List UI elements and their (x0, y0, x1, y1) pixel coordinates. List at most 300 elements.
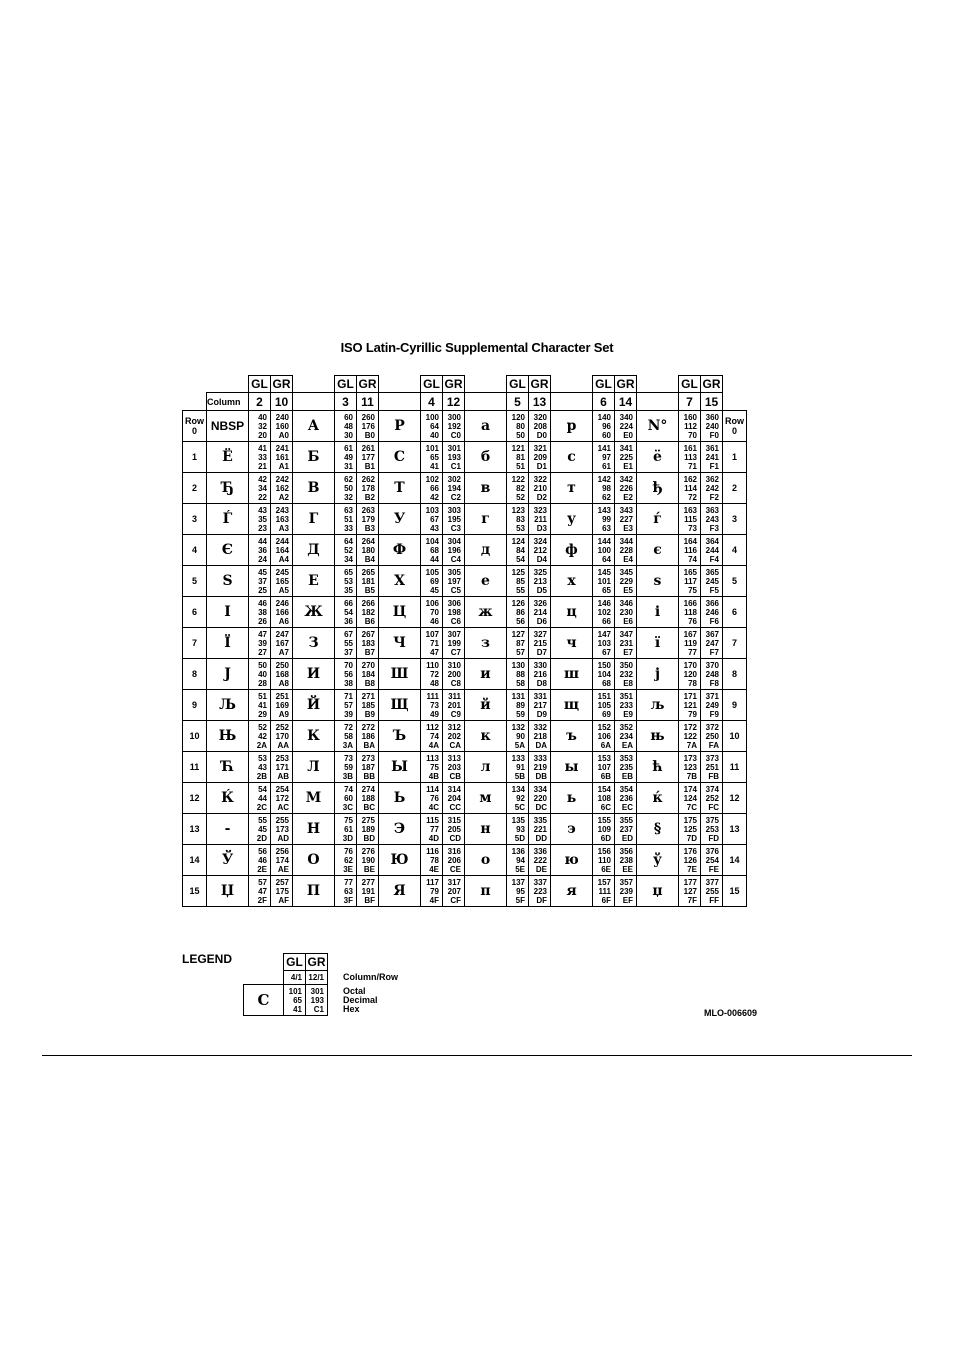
oct-value: 257 (275, 877, 289, 887)
dec-value: 198 (447, 607, 461, 617)
gr-codes (271, 659, 293, 690)
character-cell: с (551, 442, 593, 473)
gl-codes (335, 535, 357, 566)
oct-value: 315 (447, 815, 461, 825)
dec-value: 58 (344, 731, 353, 741)
oct-value: 320 (533, 412, 547, 422)
gr-codes (443, 628, 465, 659)
row-number-right: 5 (723, 566, 747, 597)
gr-codes (701, 442, 723, 473)
gr-codes (357, 659, 379, 690)
dec-value: 161 (275, 452, 289, 462)
dec-value: 208 (533, 421, 547, 431)
hex-value: 22 (258, 492, 267, 502)
oct-value: 117 (426, 877, 439, 887)
oct-value: 112 (426, 722, 439, 732)
oct-value: 267 (361, 629, 375, 639)
hex-value: CA (449, 740, 461, 750)
oct-value: 263 (361, 505, 375, 515)
dec-value: 102 (597, 607, 611, 617)
oct-value: 306 (447, 598, 461, 608)
dec-value: 187 (361, 762, 375, 772)
row-number: 11 (183, 752, 207, 783)
dec-value: 50 (344, 483, 353, 493)
character-cell: М (293, 783, 335, 814)
oct-value: 110 (426, 660, 439, 670)
corner-blank-right (723, 376, 747, 393)
dec-value: 42 (258, 731, 267, 741)
gl-codes (593, 876, 615, 907)
dec-value: 179 (361, 514, 375, 524)
row-number: 6 (183, 597, 207, 628)
oct-value: 121 (511, 443, 525, 453)
dec-value: 217 (533, 700, 547, 710)
gl-codes (335, 597, 357, 628)
dec-value: 59 (344, 762, 353, 772)
dec-value: 103 (597, 638, 611, 648)
oct-value: 304 (447, 536, 461, 546)
gr-header: GR (444, 377, 463, 391)
hex-value: C1 (450, 461, 461, 471)
gr-codes (443, 504, 465, 535)
character-cell: Н (293, 814, 335, 845)
dec-value: 88 (516, 669, 525, 679)
header-char-blank (551, 393, 593, 411)
character-cell: і (637, 597, 679, 628)
hex-value: B3 (364, 523, 375, 533)
gl-codes (421, 442, 443, 473)
dec-value: 82 (516, 483, 525, 493)
character-cell: й (465, 690, 507, 721)
oct-value: 50 (258, 660, 267, 670)
gr-codes (615, 690, 637, 721)
legend-dec-gl: 65 (293, 995, 302, 1005)
oct-value: 75 (344, 815, 353, 825)
oct-value: 343 (619, 505, 633, 515)
character-cell: Љ (207, 690, 249, 721)
oct-value: 157 (597, 877, 611, 887)
gl-codes (249, 566, 271, 597)
hex-value: 61 (602, 461, 611, 471)
oct-value: 347 (619, 629, 633, 639)
oct-value: 156 (597, 846, 611, 856)
gl-codes (249, 504, 271, 535)
hex-value: C8 (450, 678, 461, 688)
hex-value: 52 (516, 492, 525, 502)
row-number: 15 (183, 876, 207, 907)
dec-value: 164 (275, 545, 289, 555)
character-cell: џ (637, 876, 679, 907)
table-row (183, 473, 747, 504)
gl-codes (507, 504, 529, 535)
gl-codes (679, 783, 701, 814)
hex-value: 64 (602, 554, 611, 564)
gl-codes (249, 690, 271, 721)
hex-value: 4C (428, 802, 439, 812)
gr-codes (357, 721, 379, 752)
dec-value: 252 (705, 793, 719, 803)
gr-codes (357, 597, 379, 628)
dec-value: 85 (516, 576, 525, 586)
gr-column-number: 11 (357, 393, 379, 411)
dec-value: 106 (597, 731, 611, 741)
hex-value: 71 (688, 461, 697, 471)
dec-value: 110 (598, 855, 611, 865)
hex-value: A1 (278, 461, 289, 471)
oct-value: 161 (683, 443, 697, 453)
oct-value: 171 (683, 691, 697, 701)
dec-value: 100 (597, 545, 611, 555)
legend-table (243, 953, 328, 1016)
oct-value: 160 (683, 412, 697, 422)
oct-value: 73 (344, 753, 353, 763)
oct-value: 322 (533, 474, 547, 484)
oct-value: 247 (275, 629, 289, 639)
gl-header: GL (335, 376, 357, 393)
hex-value: 66 (602, 616, 611, 626)
hex-value: 72 (688, 492, 697, 502)
hex-value: EE (622, 864, 633, 874)
gr-codes (271, 752, 293, 783)
dec-value: 231 (619, 638, 633, 648)
corner-blank (183, 393, 207, 411)
character-cell: ї (637, 628, 679, 659)
oct-value: 40 (258, 412, 267, 422)
oct-value: 350 (619, 660, 633, 670)
gr-codes (271, 411, 293, 442)
row-number-right (723, 411, 747, 442)
gr-codes (357, 566, 379, 597)
hex-value: 74 (688, 554, 697, 564)
gl-codes (335, 628, 357, 659)
gl-codes (679, 659, 701, 690)
gl-header: GL (679, 376, 701, 393)
hex-value: 4E (429, 864, 439, 874)
hex-value: E3 (623, 523, 633, 533)
gl-codes (335, 659, 357, 690)
hex-value: 73 (688, 523, 697, 533)
oct-value: 72 (344, 722, 353, 732)
row-number (183, 411, 207, 442)
hex-value: 6E (601, 864, 611, 874)
gr-codes (615, 473, 637, 504)
dec-value: 118 (684, 607, 697, 617)
dec-value: 91 (516, 762, 525, 772)
hex-value: F0 (709, 430, 719, 440)
table-row (183, 566, 747, 597)
oct-value: 321 (533, 443, 547, 453)
character-cell: ѓ (637, 504, 679, 535)
oct-value: 242 (275, 474, 289, 484)
gl-codes (679, 597, 701, 628)
oct-value: 367 (705, 629, 719, 639)
gr-codes (443, 442, 465, 473)
row-number: 14 (183, 845, 207, 876)
hex-value: 7F (687, 895, 697, 905)
hex-value: B5 (364, 585, 375, 595)
row-number-right: 8 (723, 659, 747, 690)
oct-value: 105 (425, 567, 439, 577)
character-cell: В (293, 473, 335, 504)
horizontal-rule (42, 1055, 912, 1056)
dec-value: 47 (258, 886, 267, 896)
table-row (183, 597, 747, 628)
dec-value: 165 (275, 576, 289, 586)
dec-value: 69 (430, 576, 439, 586)
oct-value: 353 (619, 753, 633, 763)
table-row (183, 628, 747, 659)
oct-value: 301 (447, 443, 461, 453)
hex-value: 7E (687, 864, 697, 874)
row-number-right: 15 (723, 876, 747, 907)
oct-value: 152 (597, 722, 611, 732)
gl-codes (593, 845, 615, 876)
gr-codes (529, 783, 551, 814)
hex-value: FB (708, 771, 719, 781)
hex-value: 7A (686, 740, 697, 750)
oct-value: 104 (425, 536, 439, 546)
oct-value: 305 (447, 567, 461, 577)
hex-value: C3 (450, 523, 461, 533)
gr-codes (529, 535, 551, 566)
hex-value: 3C (342, 802, 353, 812)
dec-value: 223 (533, 886, 547, 896)
oct-value: 125 (511, 567, 525, 577)
dec-value: 251 (705, 762, 719, 772)
dec-value: 213 (533, 576, 547, 586)
hex-value: B1 (364, 461, 375, 471)
legend-hex-label: Hex (343, 1004, 360, 1014)
dec-value: 112 (684, 421, 697, 431)
gr-codes (357, 690, 379, 721)
oct-value: 167 (683, 629, 697, 639)
hex-value: 4D (428, 833, 439, 843)
gr-codes (615, 845, 637, 876)
hex-value: E4 (623, 554, 633, 564)
character-cell: т (551, 473, 593, 504)
hex-value: F5 (709, 585, 719, 595)
gl-codes (421, 411, 443, 442)
hex-value: 5A (514, 740, 525, 750)
hex-value: 57 (516, 647, 525, 657)
hex-value: 3F (343, 895, 353, 905)
dec-value: 172 (275, 793, 289, 803)
gl-codes (593, 628, 615, 659)
row-number: 2 (183, 473, 207, 504)
hex-value: 78 (688, 678, 697, 688)
gl-codes (249, 814, 271, 845)
dec-value: 83 (516, 514, 525, 524)
oct-value: 44 (258, 536, 267, 546)
header-char-blank (379, 393, 421, 411)
gr-codes (357, 845, 379, 876)
gr-column-number: 14 (615, 393, 637, 411)
dec-value: 169 (275, 700, 289, 710)
dec-value: 204 (447, 793, 461, 803)
dec-value: 230 (619, 607, 633, 617)
oct-value: 163 (683, 505, 697, 515)
gr-codes (701, 721, 723, 752)
dec-value: 184 (361, 669, 375, 679)
gl-codes (507, 535, 529, 566)
character-cell: у (551, 504, 593, 535)
gl-codes (679, 876, 701, 907)
hex-value: D5 (536, 585, 547, 595)
dec-value: 45 (258, 824, 267, 834)
gr-codes (271, 442, 293, 473)
character-cell: Ф (379, 535, 421, 566)
gr-codes (615, 876, 637, 907)
oct-value: 172 (683, 722, 697, 732)
dec-value: 202 (447, 731, 461, 741)
character-cell: К (293, 721, 335, 752)
dec-value: 229 (619, 576, 633, 586)
hex-value: 5C (514, 802, 525, 812)
hex-value: E2 (623, 492, 633, 502)
dec-value: 86 (516, 607, 525, 617)
oct-value: 66 (344, 598, 353, 608)
header-char-blank (637, 376, 679, 393)
dec-value: 80 (516, 421, 525, 431)
hex-value: DD (535, 833, 547, 843)
figure-id: MLO-006609 (704, 1008, 758, 1018)
gr-codes (443, 752, 465, 783)
character-cell: Ц (379, 597, 421, 628)
dec-value: 222 (533, 855, 547, 865)
hex-value: A4 (278, 554, 289, 564)
gr-codes (357, 442, 379, 473)
oct-value: 132 (511, 722, 525, 732)
oct-value: 373 (705, 753, 719, 763)
character-cell: ў (637, 845, 679, 876)
oct-value: 312 (447, 722, 461, 732)
oct-value: 154 (597, 784, 611, 794)
character-cell: а (465, 411, 507, 442)
character-cell: - (207, 814, 249, 845)
hex-value: 65 (602, 585, 611, 595)
character-cell: Ё (207, 442, 249, 473)
oct-value: 371 (705, 691, 719, 701)
gr-codes (701, 690, 723, 721)
dec-value: 101 (597, 576, 611, 586)
dec-value: 168 (275, 669, 289, 679)
oct-value: 164 (683, 536, 697, 546)
hex-value: E8 (623, 678, 633, 688)
legend-gl-codes (284, 985, 306, 1016)
character-cell: Х (379, 566, 421, 597)
dec-value: 190 (361, 855, 375, 865)
dec-value: 166 (275, 607, 289, 617)
oct-value: 363 (705, 505, 719, 515)
gr-codes (701, 566, 723, 597)
gl-codes (249, 597, 271, 628)
oct-value: 262 (361, 474, 375, 484)
gl-codes (249, 659, 271, 690)
gl-codes (507, 566, 529, 597)
gl-header: GL (249, 376, 271, 393)
dec-value: 203 (447, 762, 461, 772)
row-number: 1 (183, 442, 207, 473)
gl-codes (679, 411, 701, 442)
oct-value: 53 (258, 753, 267, 763)
row-number-right: 2 (723, 473, 747, 504)
oct-value: 276 (361, 846, 375, 856)
hex-value: 55 (516, 585, 525, 595)
dec-value: 62 (344, 855, 353, 865)
oct-value: 372 (705, 722, 719, 732)
oct-value: 70 (344, 660, 353, 670)
character-cell: ю (551, 845, 593, 876)
hex-value: 60 (602, 430, 611, 440)
oct-value: 303 (447, 505, 461, 515)
gr-codes (701, 597, 723, 628)
gl-codes (335, 876, 357, 907)
oct-value: 377 (705, 877, 719, 887)
table-row (183, 690, 747, 721)
gl-codes (679, 814, 701, 845)
character-cell: њ (637, 721, 679, 752)
gl-codes (421, 628, 443, 659)
hex-value: 23 (258, 523, 267, 533)
oct-value: 354 (619, 784, 633, 794)
hex-value: 30 (344, 430, 353, 440)
legend-gl-header: GL (284, 954, 306, 971)
dec-value: 197 (447, 576, 461, 586)
dec-value: 216 (533, 669, 547, 679)
gr-codes (443, 659, 465, 690)
dec-value: 188 (361, 793, 375, 803)
oct-value: 131 (511, 691, 525, 701)
gl-codes (593, 411, 615, 442)
dec-value: 228 (619, 545, 633, 555)
oct-value: 55 (258, 815, 267, 825)
character-cell: о (465, 845, 507, 876)
legend-colrow-gr: 12/1 (306, 971, 328, 985)
character-cell: Р (379, 411, 421, 442)
gr-codes (529, 814, 551, 845)
dec-value: 99 (602, 514, 611, 524)
oct-value: 144 (597, 536, 611, 546)
dec-value: 61 (344, 824, 353, 834)
dec-value: 121 (683, 700, 697, 710)
table-row (183, 752, 747, 783)
gr-codes (615, 659, 637, 690)
legend-oct-gl: 101 (288, 986, 302, 996)
hex-value: C6 (450, 616, 461, 626)
gr-codes (701, 876, 723, 907)
character-cell: м (465, 783, 507, 814)
hex-value: E5 (623, 585, 633, 595)
dec-value: 200 (447, 669, 461, 679)
oct-value: 376 (705, 846, 719, 856)
oct-value: 127 (511, 629, 525, 639)
gr-codes (357, 814, 379, 845)
table-row (183, 876, 747, 907)
dec-value: 65 (430, 452, 439, 462)
dec-value: 109 (597, 824, 611, 834)
page-title: ISO Latin-Cyrillic Supplemental Character Set (340, 340, 614, 355)
row-number-value: 0 (191, 426, 197, 436)
oct-value: 173 (683, 753, 697, 763)
character-cell: ч (551, 628, 593, 659)
header-char-blank (293, 393, 335, 411)
hex-value: B6 (364, 616, 375, 626)
dec-value: 253 (705, 824, 719, 834)
oct-value: 327 (533, 629, 547, 639)
hex-value: D6 (536, 616, 547, 626)
hex-value: E7 (623, 647, 633, 657)
character-cell: Ы (379, 752, 421, 783)
